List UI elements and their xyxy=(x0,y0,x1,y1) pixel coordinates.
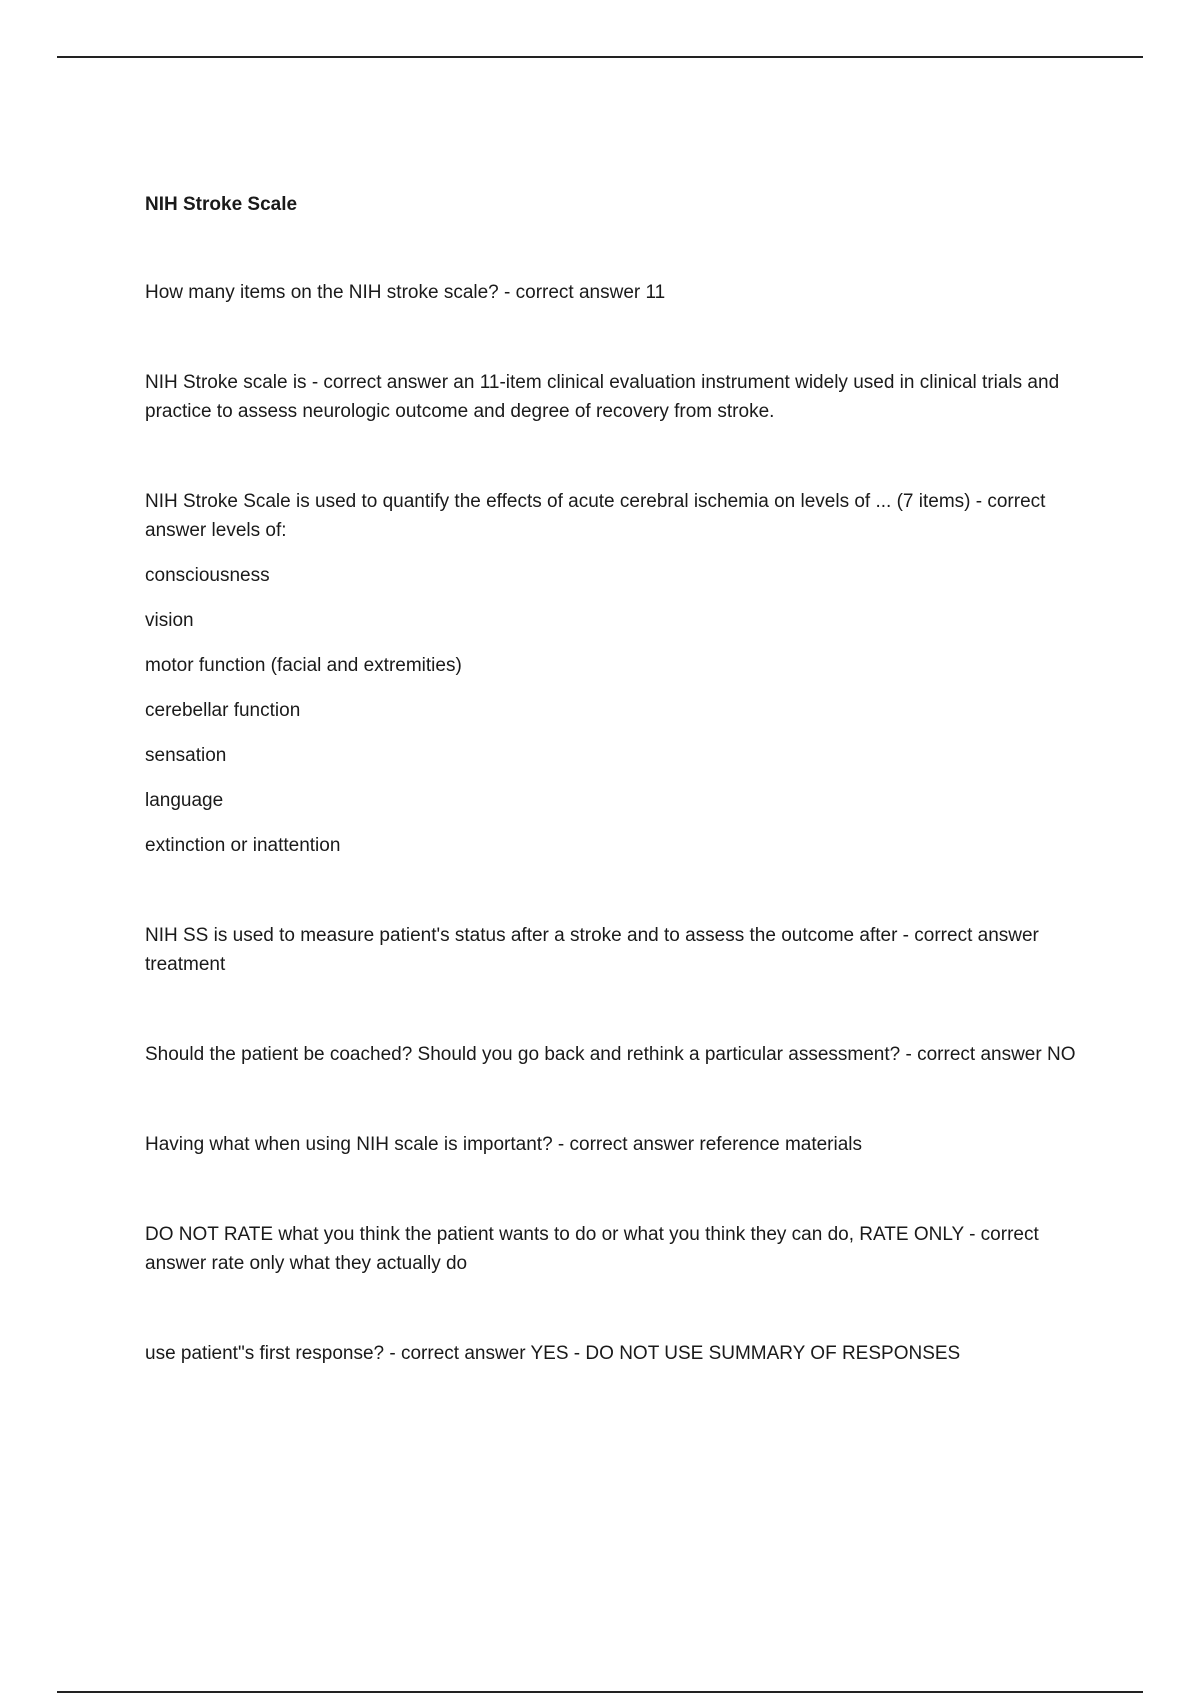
qa-text: Should the patient be coached? Should you go back and rethink a particular assessment? - correct answer NO xyxy=(145,1044,1076,1065)
document-body xyxy=(145,190,1095,1429)
qa-entry xyxy=(145,487,1095,860)
qa-text: DO NOT RATE what you think the patient wants to do or what you think they can do, RATE ONLY - correct answer rate only what they actually do xyxy=(145,1224,1039,1274)
qa-entry xyxy=(145,921,1095,979)
qa-text: NIH Stroke scale is - correct answer an 11-item clinical evaluation instrument widely used in clinical trials and practice to assess neurologic outcome and degree of recovery from stroke. xyxy=(145,372,1060,422)
qa-entry xyxy=(145,368,1095,426)
list-item: language xyxy=(145,790,224,811)
qa-text: use patient"s first response? - correct answer YES - DO NOT USE SUMMARY OF RESPONSES xyxy=(145,1343,961,1364)
bottom-divider xyxy=(57,1691,1143,1693)
qa-entry xyxy=(145,1339,1095,1368)
list-item: vision xyxy=(145,610,194,631)
qa-text: NIH SS is used to measure patient's status after a stroke and to assess the outcome after - correct answer treatment xyxy=(145,925,1039,975)
qa-text: Having what when using NIH scale is important? - correct answer reference materials xyxy=(145,1134,863,1155)
document-title: NIH Stroke Scale xyxy=(145,194,298,215)
list-item: cerebellar function xyxy=(145,700,301,721)
qa-entry xyxy=(145,1220,1095,1278)
qa-text: How many items on the NIH stroke scale? - correct answer 11 xyxy=(145,282,666,303)
list-item: consciousness xyxy=(145,565,270,586)
qa-entry xyxy=(145,1130,1095,1159)
qa-entry xyxy=(145,1040,1095,1069)
list-item: sensation xyxy=(145,745,227,766)
list-item: motor function (facial and extremities) xyxy=(145,655,462,676)
top-divider xyxy=(57,56,1143,58)
list-item: extinction or inattention xyxy=(145,835,341,856)
qa-text: NIH Stroke Scale is used to quantify the effects of acute cerebral ischemia on levels of ... (7 items) - correct answer levels of: xyxy=(145,491,1046,541)
qa-entry xyxy=(145,278,1095,307)
